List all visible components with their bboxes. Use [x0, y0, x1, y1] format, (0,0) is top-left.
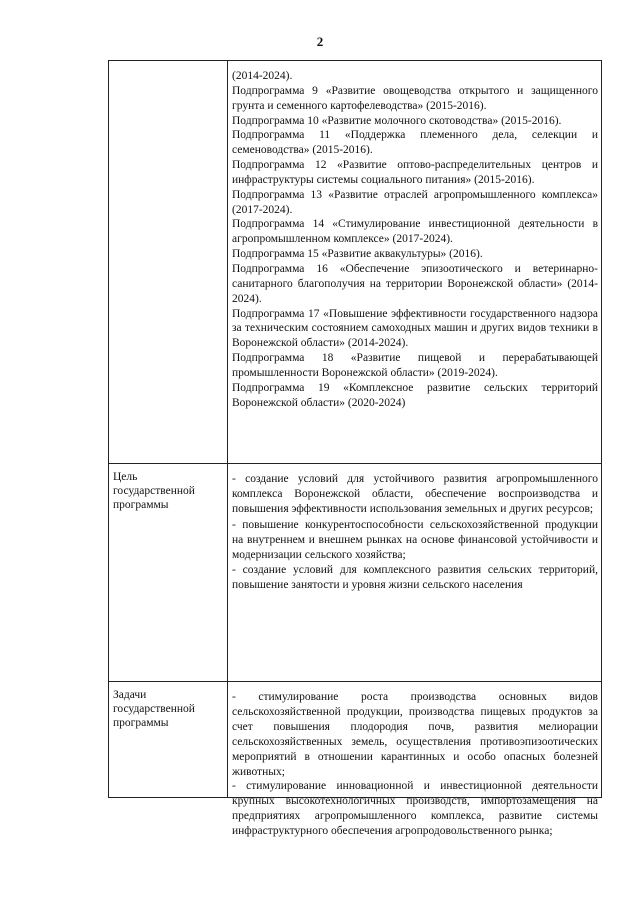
tasks-label: Задачи государственной программы: [113, 689, 195, 729]
subprogram-item: Подпрограмма 12 «Развитие оптово-распределительных центров и инфраструктуры системы социального питания» (2015-2016).: [232, 159, 598, 186]
task-item: - стимулирование роста производства основных видов сельскохозяйственной продукции, производства пищевых продуктов за счет повышения плодородия почв, развития мелиорации сельскохозяйственных земель, осуществления противоэпизоотических мероприятий в отношении карантинных и особо опасных болезней животных;: [232, 691, 598, 778]
tasks-list: [232, 690, 598, 839]
subprogram-item: Подпрограмма 18 «Развитие пищевой и перерабатывающей промышленности Воронежской области» (2019-2024).: [232, 352, 598, 379]
subprogram-item: Подпрограмма 9 «Развитие овощеводства открытого и защищенного грунта и семенного картофелеводства» (2015-2016).: [232, 84, 598, 112]
subprogram-item: Подпрограмма 19 «Комплексное развитие сельских территорий Воронежской области» (2020-2024): [232, 381, 598, 409]
goal-item: - создание условий для комплексного развития сельских территорий, повышение занятости и уровня жизни сельского населения: [232, 564, 598, 592]
goal-list: [232, 472, 598, 594]
subprogram-item: Подпрограмма 11 «Поддержка племенного дела, селекции и семеноводства» (2015-2016).: [232, 129, 598, 157]
table-row-goal: [109, 463, 601, 681]
page-number: 2: [316, 34, 324, 49]
table-row-subprograms: [109, 61, 601, 463]
subprogram-item: Подпрограмма 14 «Стимулирование инвестиционной деятельности в агропромышленном комплексе» (2017-2024).: [232, 218, 598, 246]
subprogram-item: Подпрограмма 16 «Обеспечение эпизоотического и ветеринарно-санитарного благополучия на территории Воронежской области» (2014-2024).: [232, 262, 598, 305]
task-item: - стимулирование инновационной и инвестиционной деятельности крупных высокотехнологичных производств, импортозамещения на предприятиях агропромышленного комплекса, развитие системы инфраструктурного обеспечения агропродовольственного рынка;: [232, 780, 598, 838]
subprogram-item: Подпрограмма 17 «Повышение эффективности государственного надзора за техническим состоянием самоходных машин и других видов техники в Воронежской области» (2014-2024).: [232, 307, 598, 350]
subprogram-item: Подпрограмма 15 «Развитие аквакультуры» (2016).: [232, 248, 483, 261]
program-table: [108, 60, 602, 838]
goal-item: - создание условий для устойчивого развития агропромышленного комплекса Воронежской области, обеспечение воспроизводства и повышения эффективности использования земельных и других ресурсов;: [232, 473, 598, 516]
subprogram-item: (2014-2024).: [232, 70, 293, 82]
subprogram-item: Подпрограмма 10 «Развитие молочного скотоводства» (2015-2016).: [232, 114, 562, 127]
goal-item: - повышение конкурентоспособности сельскохозяйственной продукции на внутреннем и внешнем рынках на основе финансовой устойчивости и модернизации сельского хозяйства;: [232, 518, 598, 562]
subprogram-item: Подпрограмма 13 «Развитие отраслей агропромышленного комплекса» (2017-2024).: [232, 188, 598, 216]
table-row-tasks: [109, 681, 601, 838]
subprograms-list: [232, 69, 598, 410]
goal-label: Цель государственной программы: [113, 471, 195, 511]
